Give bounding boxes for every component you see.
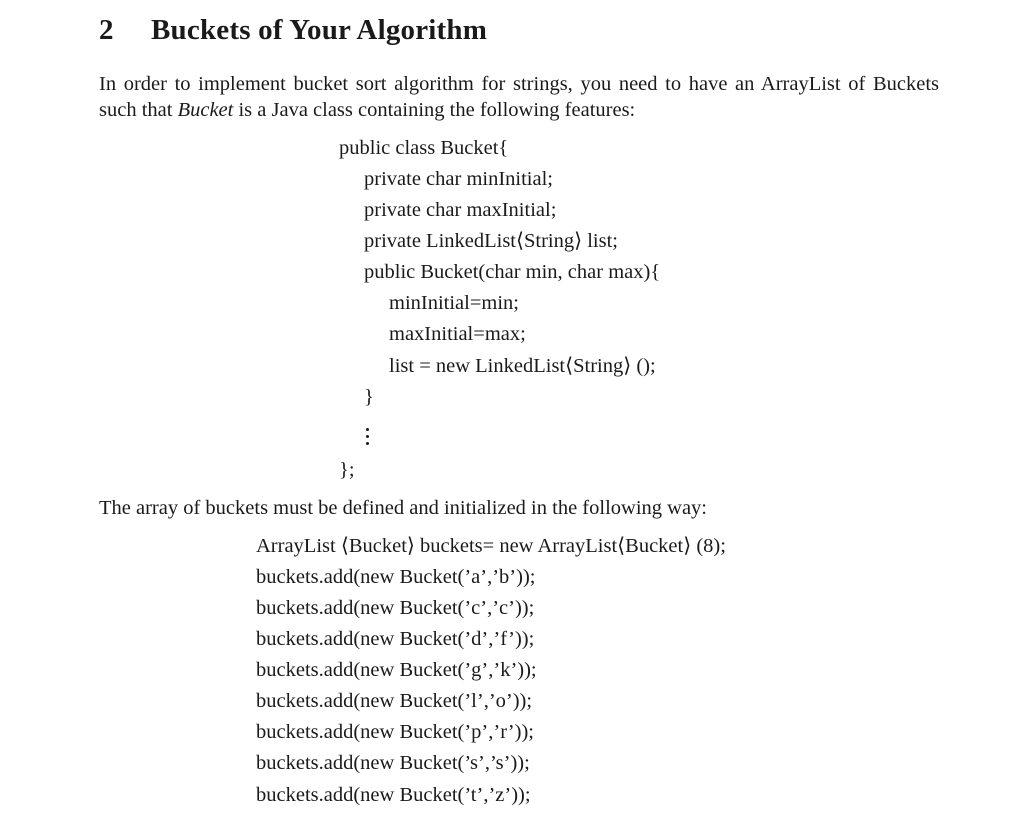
section-number: 2 (99, 14, 114, 46)
section-heading (99, 14, 487, 47)
code-line-assign-min: minInitial=min; (389, 292, 519, 314)
init-line-add-ab: buckets.add(new Bucket(’a’,’b’)); (256, 566, 536, 588)
init-line-add-lo: buckets.add(new Bucket(’l’,’o’)); (256, 690, 533, 712)
init-line-add-ss: buckets.add(new Bucket(’s’,’s’)); (256, 752, 530, 774)
section-title-text: Buckets of Your Algorithm (151, 14, 488, 46)
code-line-list-field: private LinkedList⟨String⟩ list; (364, 230, 618, 252)
init-line-add-tz: buckets.add(new Bucket(’t’,’z’)); (256, 784, 531, 806)
intro-text-2: is a Java class containing the following features: (233, 99, 636, 121)
vertical-ellipsis-icon (366, 428, 370, 446)
code-line-assign-list: list = new LinkedList⟨String⟩ (); (389, 355, 656, 377)
init-line-add-df: buckets.add(new Bucket(’d’,’f’)); (256, 628, 535, 650)
init-line-declaration: ArrayList ⟨Bucket⟩ buckets= new ArrayList⟨Bucket⟩ (8); (256, 535, 726, 557)
code-line-assign-max: maxInitial=max; (389, 323, 526, 345)
code-line-min-field: private char minInitial; (364, 168, 553, 190)
code-line-constructor-close: } (364, 386, 374, 408)
intro-emphasis: Bucket (177, 99, 234, 121)
buckets-intro-paragraph: The array of buckets must be defined and initialized in the following way: (99, 497, 707, 519)
init-line-add-gk: buckets.add(new Bucket(’g’,’k’)); (256, 659, 537, 681)
code-line-class-close: }; (339, 459, 355, 481)
init-line-add-pr: buckets.add(new Bucket(’p’,’r’)); (256, 721, 534, 743)
code-line-constructor: public Bucket(char min, char max){ (364, 261, 661, 283)
code-line-max-field: private char maxInitial; (364, 199, 557, 221)
intro-text-1: In order to implement bucket sort algorithm for strings, you need to have an ArrayList of Buckets such that (99, 73, 939, 121)
init-line-add-cc: buckets.add(new Bucket(’c’,’c’)); (256, 597, 535, 619)
intro-paragraph (99, 71, 939, 123)
code-line-class-decl: public class Bucket{ (339, 137, 509, 159)
